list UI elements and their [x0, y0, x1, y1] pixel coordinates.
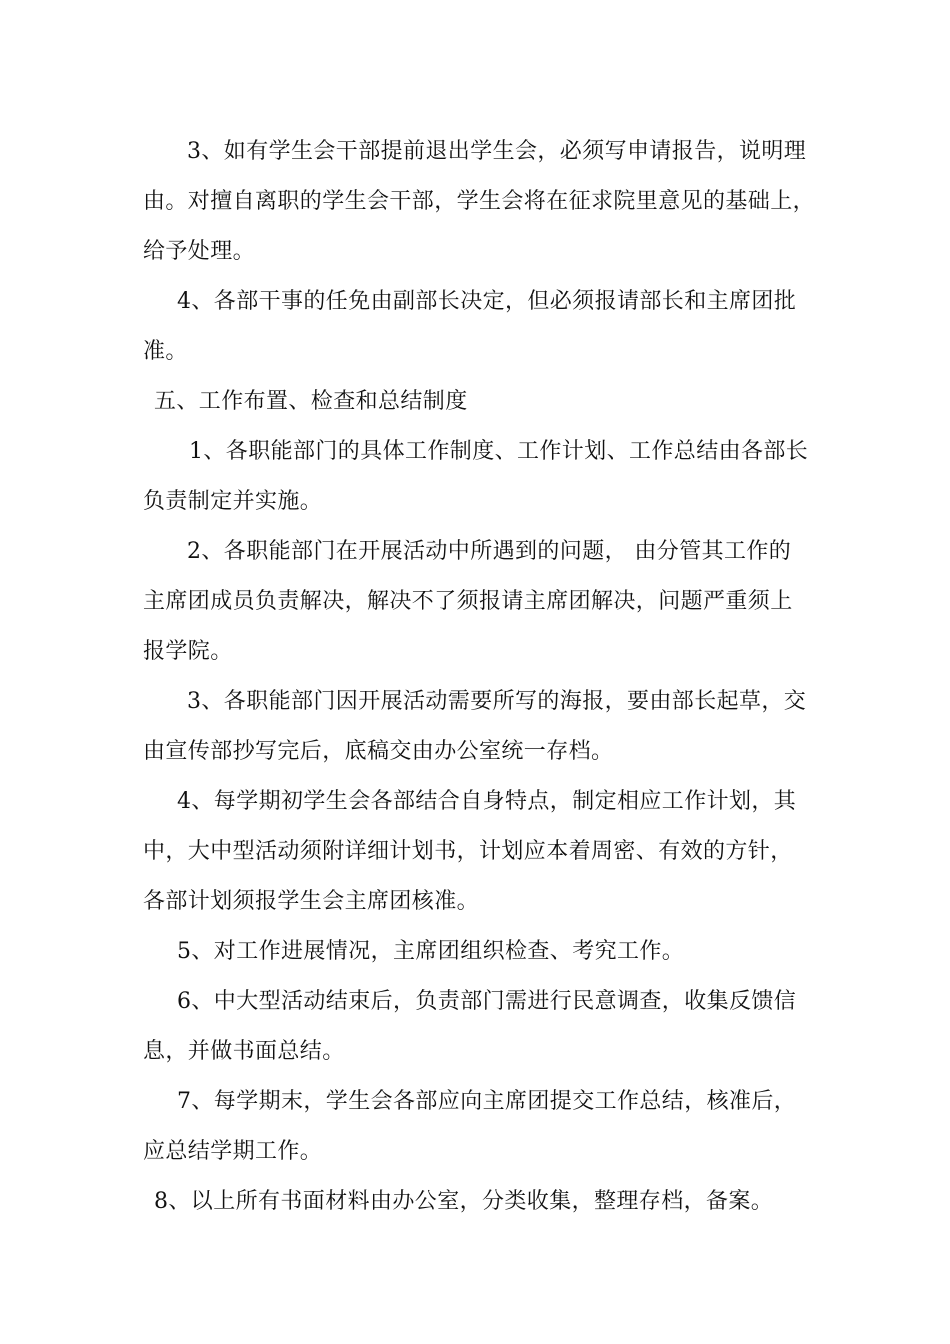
text-line: 应总结学期工作。: [143, 1139, 323, 1164]
text-line: 8、以上所有书面材料由办公室，分类收集，整理存档，备案。: [154, 1189, 774, 1214]
text-line: 由。对擅自离职的学生会干部，学生会将在征求院里意见的基础上，: [143, 189, 816, 214]
text-line: 报学院。: [143, 639, 233, 664]
text-line: 主席团成员负责解决，解决不了须报请主席团解决，问题严重须上: [143, 589, 793, 614]
text-line: 2、各职能部门在开展活动中所遇到的问题， 由分管其工作的: [187, 539, 792, 564]
text-line: 各部计划须报学生会主席团核准。: [143, 889, 480, 914]
text-line: 由宣传部抄写完后，底稿交由办公室统一存档。: [143, 739, 614, 764]
text-line: 1、各职能部门的具体工作制度、工作计划、工作总结由各部长: [189, 439, 809, 464]
text-line: 5、对工作进展情况，主席团组织检查、考究工作。: [177, 939, 685, 964]
text-line: 3、各职能部门因开展活动需要所写的海报，要由部长起草，交: [187, 689, 807, 714]
section-heading: 五、工作布置、检查和总结制度: [154, 389, 468, 414]
text-line: 中，大中型活动须附详细计划书，计划应本着周密、有效的方针，: [143, 839, 793, 864]
text-line: 负责制定并实施。: [143, 489, 323, 514]
text-line: 6、中大型活动结束后，负责部门需进行民意调查，收集反馈信: [177, 989, 797, 1014]
text-line: 3、如有学生会干部提前退出学生会，必须写申请报告，说明理: [187, 139, 807, 164]
text-line: 4、每学期初学生会各部结合自身特点，制定相应工作计划，其: [177, 789, 797, 814]
text-line: 4、各部干事的任免由副部长决定，但必须报请部长和主席团批: [177, 289, 797, 314]
text-line: 给予处理。: [143, 239, 256, 264]
text-line: 准。: [143, 339, 188, 364]
text-line: 息，并做书面总结。: [143, 1039, 345, 1064]
text-line: 7、每学期末，学生会各部应向主席团提交工作总结，核准后，: [177, 1089, 797, 1114]
